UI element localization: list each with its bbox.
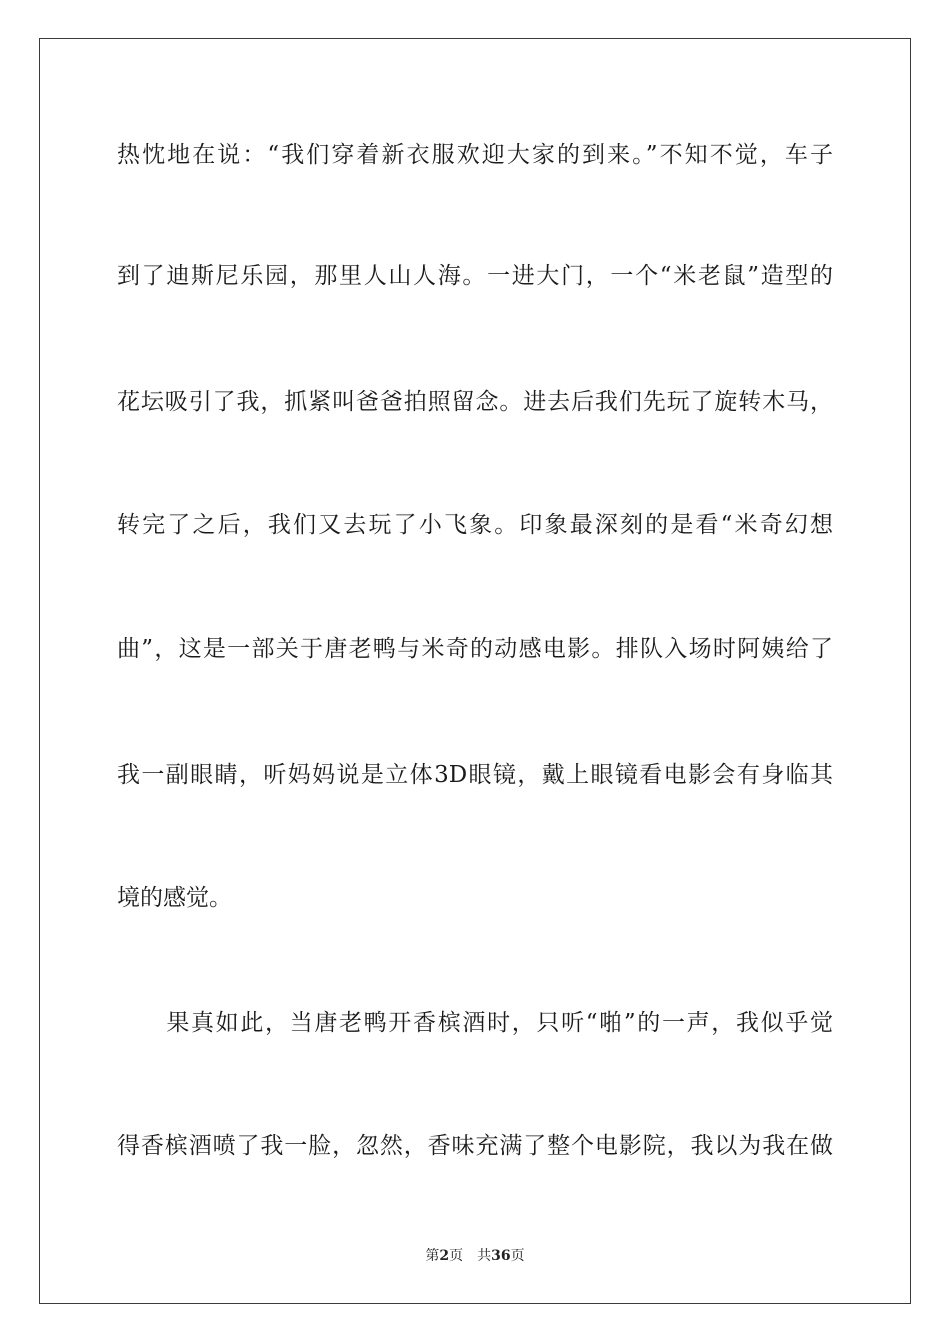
page-footer	[0, 1247, 950, 1265]
page-prefix: 第	[425, 1248, 440, 1264]
body-line-6: 我一副眼睛，听妈妈说是立体3D眼镜，戴上眼镜看电影会有身临其	[117, 762, 833, 788]
body-line-1: 热忱地在说：“我们穿着新衣服欢迎大家的到来。”不知不觉，车子	[117, 142, 833, 168]
body-line-4: 转完了之后，我们又去玩了小飞象。印象最深刻的是看“米奇幻想	[117, 512, 833, 538]
body-line-2: 到了迪斯尼乐园，那里人山人海。一进大门，一个“米老鼠”造型的	[117, 263, 833, 289]
page-number: 2	[439, 1248, 450, 1264]
total-pages: 36	[491, 1248, 511, 1264]
total-prefix: 共	[477, 1248, 492, 1264]
body-line-8: 果真如此，当唐老鸭开香槟酒时，只听“啪”的一声，我似乎觉	[117, 1010, 833, 1036]
page-suffix: 页	[449, 1248, 464, 1264]
body-line-3: 花坛吸引了我，抓紧叫爸爸拍照留念。进去后我们先玩了旋转木马，	[117, 389, 833, 415]
body-line-7: 境的感觉。	[117, 885, 232, 911]
body-line-9: 得香槟酒喷了我一脸，忽然，香味充满了整个电影院，我以为我在做	[117, 1133, 833, 1159]
page-border	[39, 38, 911, 1304]
body-line-5: 曲”，这是一部关于唐老鸭与米奇的动感电影。排队入场时阿姨给了	[117, 636, 833, 662]
total-suffix: 页	[510, 1248, 525, 1264]
